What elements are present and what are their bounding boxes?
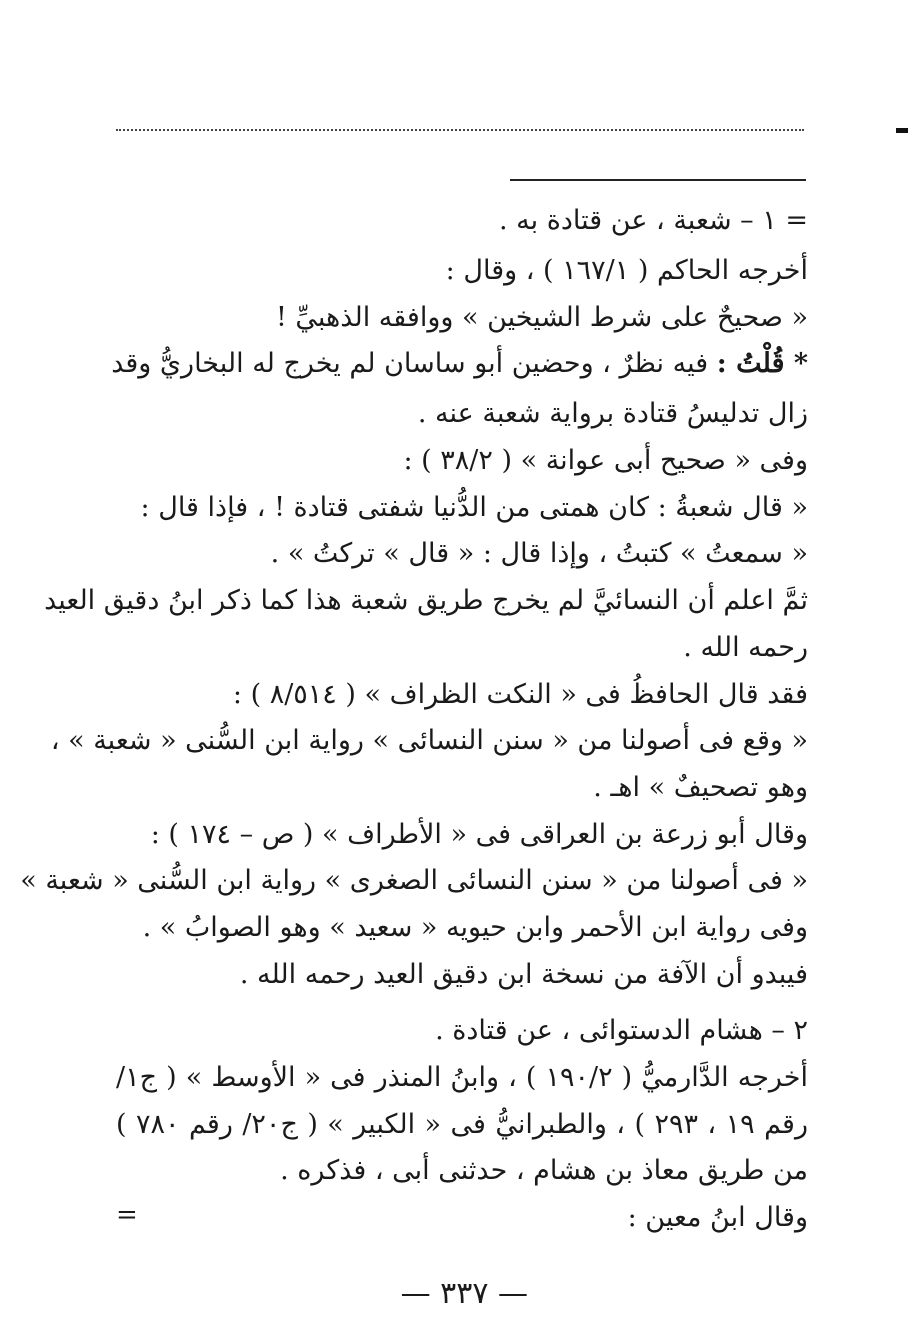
text-line-4-body: فيه نظرٌ ، وحضين أبو ساسان لم يخرج له البخاريُّ وقد: [111, 348, 709, 379]
text-line-4: [111, 346, 808, 382]
text-line-8: « سمعتُ » كتبتُ ، وإذا قال : « قال » تركتُ » .: [270, 538, 808, 569]
text-line-19: أخرجه الدَّارميُّ ( ١٩٠/٢ ) ، وابنُ المنذر فى « الأوسط » ( ج١/: [116, 1062, 808, 1093]
page-number: — ٣٣٧ —: [400, 1276, 528, 1311]
text-line-5: زال تدليسُ قتادة برواية شعبة عنه .: [417, 398, 808, 429]
continuation-mark: =: [116, 1200, 138, 1230]
text-line-14: وقال أبو زرعة بن العراقى فى « الأطراف » ( ص – ١٧٤ ) :: [150, 819, 808, 850]
header-dotted-rule: [116, 129, 804, 131]
qultu-label: * قُلْتُ :: [716, 348, 808, 379]
text-line-17: فيبدو أن الآفة من نسخة ابن دقيق العيد رحمه الله .: [239, 959, 808, 990]
text-line-20: رقم ١٩ ، ٢٩٣ ) ، والطبرانيُّ فى « الكبير » ( ج٢٠/ رقم ٧٨٠ ): [116, 1109, 808, 1140]
text-line-18: ٢ – هشام الدستوائى ، عن قتادة .: [435, 1015, 808, 1046]
text-line-16: وفى رواية ابن الأحمر وابن حيويه « سعيد » وهو الصوابُ » .: [142, 912, 808, 943]
text-line-7: « قال شعبةُ : كان همتى من الدُّنيا شفتى قتادة ! ، فإذا قال :: [140, 492, 808, 523]
corner-mark: [896, 128, 908, 133]
footnote-separator-rule: [510, 179, 806, 181]
text-line-2: أخرجه الحاكم ( ١٦٧/١ ) ، وقال :: [445, 255, 808, 286]
text-line-11: فقد قال الحافظُ فى « النكت الظراف » ( ٨/٥١٤ ) :: [232, 679, 808, 710]
text-line-15: « فى أصولنا من « سنن النسائى الصغرى » رواية ابن السُّنى « شعبة »: [20, 865, 808, 896]
text-line-9: ثمَّ اعلم أن النسائيَّ لم يخرج طريق شعبة هذا كما ذكر ابنُ دقيق العيد: [44, 585, 808, 616]
text-line-22: وقال ابنُ معين :: [627, 1202, 808, 1233]
text-line-3: « صحيحٌ على شرط الشيخين » ووافقه الذهبيِّ !: [275, 302, 808, 333]
text-line-21: من طريق معاذ بن هشام ، حدثنى أبى ، فذكره .: [280, 1155, 808, 1186]
text-line-10: رحمه الله .: [683, 632, 808, 663]
text-line-6: وفى « صحيح أبى عوانة » ( ٣٨/٢ ) :: [403, 445, 808, 476]
text-line-12: « وقع فى أصولنا من « سنن النسائى » رواية ابن السُّنى « شعبة » ،: [50, 725, 808, 756]
text-line-1: = ١ – شعبة ، عن قتادة به .: [499, 205, 808, 236]
text-line-13: وهو تصحيفٌ » اهـ .: [593, 772, 808, 803]
